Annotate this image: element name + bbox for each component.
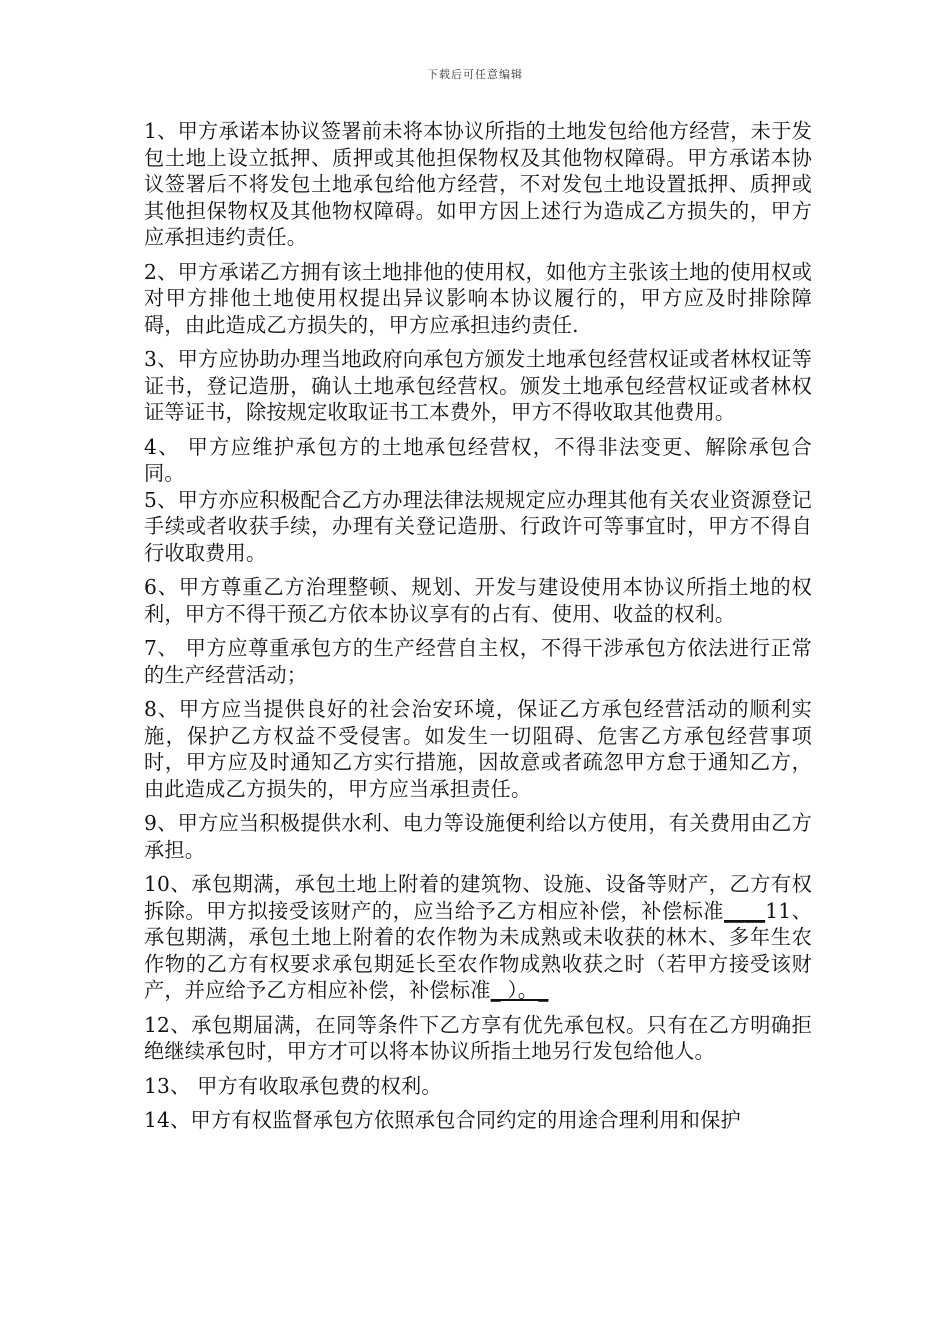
clause-12: 12、承包期届满，在同等条件下乙方享有优先承包权。只有在乙方明确拒绝继续承包时，甲方才可以将本协议所指土地另行发包给他人。: [144, 1012, 812, 1063]
clause-7: 7、 甲方应尊重承包方的生产经营自主权，不得干涉承包方依法进行正常的生产经营活动；: [144, 636, 812, 687]
clause-1: 1、甲方承诺本协议签署前未将本协议所指的土地发包给他方经营，未于发包土地上设立抵押、质押或其他担保物权及其他物权障碍。甲方承诺本协议签署后不将发包土地承包给他方经营，不对发包土地设置抵押、质押或其他担保物权及其他物权障碍。如甲方因上述行为造成乙方损失的，甲方应承担违约责任。: [144, 119, 812, 249]
document-body: [144, 118, 812, 1142]
clause-3: 3、甲方应协助办理当地政府向承包方颁发土地承包经营权证或者林权证等证书，登记造册，确认土地承包经营权。颁发土地承包经营权证或者林权证等证书，除按规定收取证书工本费外，甲方不得收取其他费用。: [144, 347, 812, 424]
page-header: 下载后可任意编辑: [427, 68, 523, 81]
clause-11-blank: _ ）。_: [490, 978, 549, 1002]
clause-11-text: 11、承包期满，承包土地上附着的农作物为未成熟或未收获的林木、多年生农作物的乙方有权要求承包期延长至农作物成熟收获之时（若甲方接受该财产，并应给予乙方相应补偿，补偿标准: [144, 898, 812, 1002]
clause-14: 14、甲方有权监督承包方依照承包合同约定的用途合理利用和保护: [144, 1108, 741, 1132]
clause-2: 2、甲方承诺乙方拥有该土地排他的使用权，如他方主张该土地的使用权或对甲方排他土地使用权提出异议影响本协议履行的，甲方应及时排除障碍，由此造成乙方损失的，甲方应承担违约责任.: [144, 259, 812, 337]
clause-10-blank: ____: [724, 898, 766, 923]
clause-8: 8、甲方应当提供良好的社会治安环境，保证乙方承包经营活动的顺利实施，保护乙方权益不受侵害。如发生一切阻碍、危害乙方承包经营事项时，甲方应及时通知乙方实行措施，因故意或者疏忽甲方怠于通知乙方，由此造成乙方损失的，甲方应当承担责任。: [144, 697, 812, 801]
clause-9: 9、甲方应当积极提供水利、电力等设施便利给以方使用，有关费用由乙方承担。: [144, 811, 812, 862]
clause-13: 13、 甲方有收取承包费的权利。: [144, 1073, 442, 1098]
clause-5: 5、甲方亦应积极配合乙方办理法律法规规定应办理其他有关农业资源登记手续或者收获手续，办理有关登记造册、行政许可等事宜时，甲方不得自行收取费用。: [144, 487, 812, 565]
clause-6: 6、甲方尊重乙方治理整顿、规划、开发与建设使用本协议所指土地的权利，甲方不得干预乙方依本协议享有的占有、使用、收益的权利。: [144, 575, 812, 626]
clause-10-text: 10、承包期满，承包土地上附着的建筑物、设施、设备等财产，乙方有权拆除。甲方拟接受该财产的，应当给予乙方相应补偿，补偿标准: [144, 872, 812, 923]
clause-10-11: [144, 871, 812, 1004]
clause-4: 4、 甲方应维护承包方的土地承包经营权，不得非法变更、解除承包合同。: [144, 434, 812, 485]
